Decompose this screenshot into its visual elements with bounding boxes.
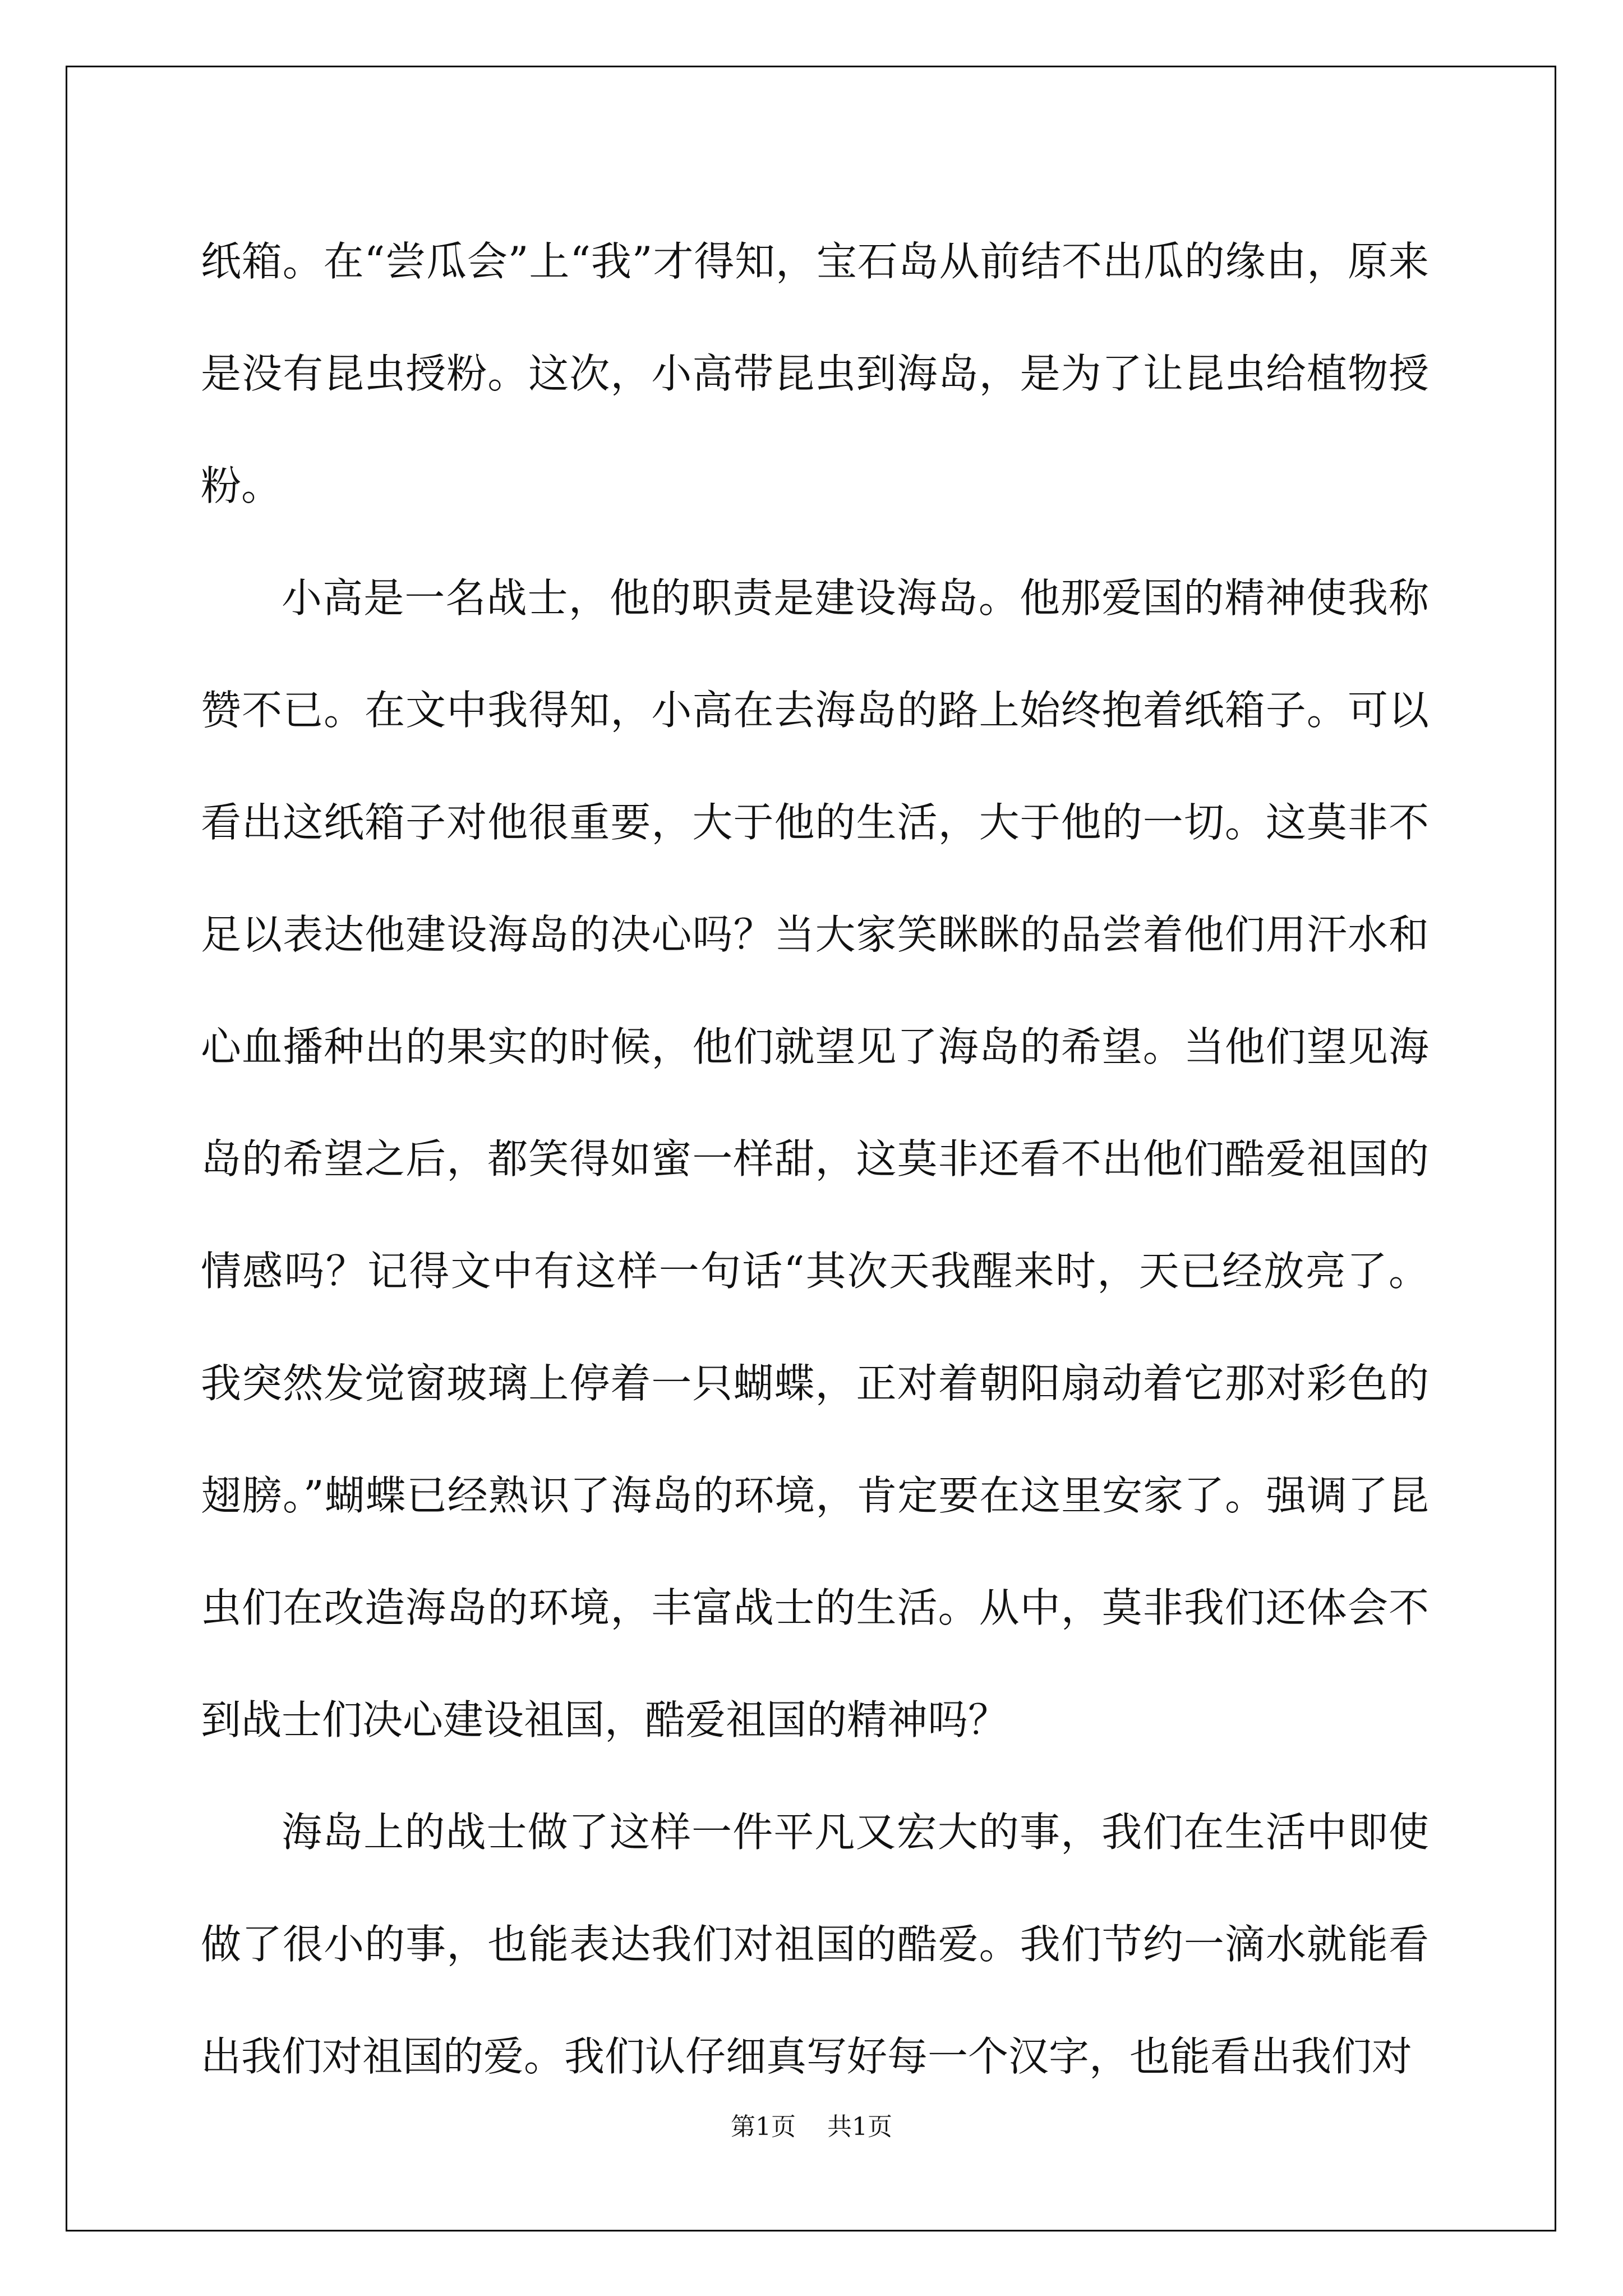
page-number-total: 共1页 <box>827 2113 892 2141</box>
page-footer <box>0 2106 1623 2142</box>
paragraph-3: 海岛上的战士做了这样一件平凡又宏大的事，我们在生活中即使做了很小的事，也能表达我们对祖国的酷爱。我们节约一滴水就能看出我们对祖国的爱。我们认仔细真写好每一个汉字，也能看出我们对 <box>201 1809 1429 2080</box>
document-body <box>201 205 1429 2113</box>
page-number-current: 第1页 <box>731 2113 796 2141</box>
paragraph-2: 小高是一名战士，他的职责是建设海岛。他那爱国的精神使我称赞不已。在文中我得知，小高在去海岛的路上始终抱着纸箱子。可以看出这纸箱子对他很重要，大于他的生活，大于他的一切。这莫非不足以表达他建设海岛的决心吗？当大家笑眯眯的品尝着他们用汗水和心血播种出的果实的时候，他们就望见了海岛的希望。当他们望见海岛的希望之后，都笑得如蜜一样甜，这莫非还看不出他们酷爱祖国的情感吗？记得文中有这样一句话“其次天我醒来时，天已经放亮了。我突然发觉窗玻璃上停着一只蝴蝶，正对着朝阳扇动着它那对彩色的翅膀。”蝴蝶已经熟识了海岛的环境，肯定要在这里安家了。强调了昆虫们在改造海岛的环境，丰富战士的生活。从中，莫非我们还体会不到战士们决心建设祖国，酷爱祖国的精神吗？ <box>201 574 1429 1743</box>
paragraph-1: 纸箱。在“尝瓜会”上“我”才得知，宝石岛从前结不出瓜的缘由，原来是没有昆虫授粉。这次，小高带昆虫到海岛，是为了让昆虫给植物授粉。 <box>201 238 1429 509</box>
